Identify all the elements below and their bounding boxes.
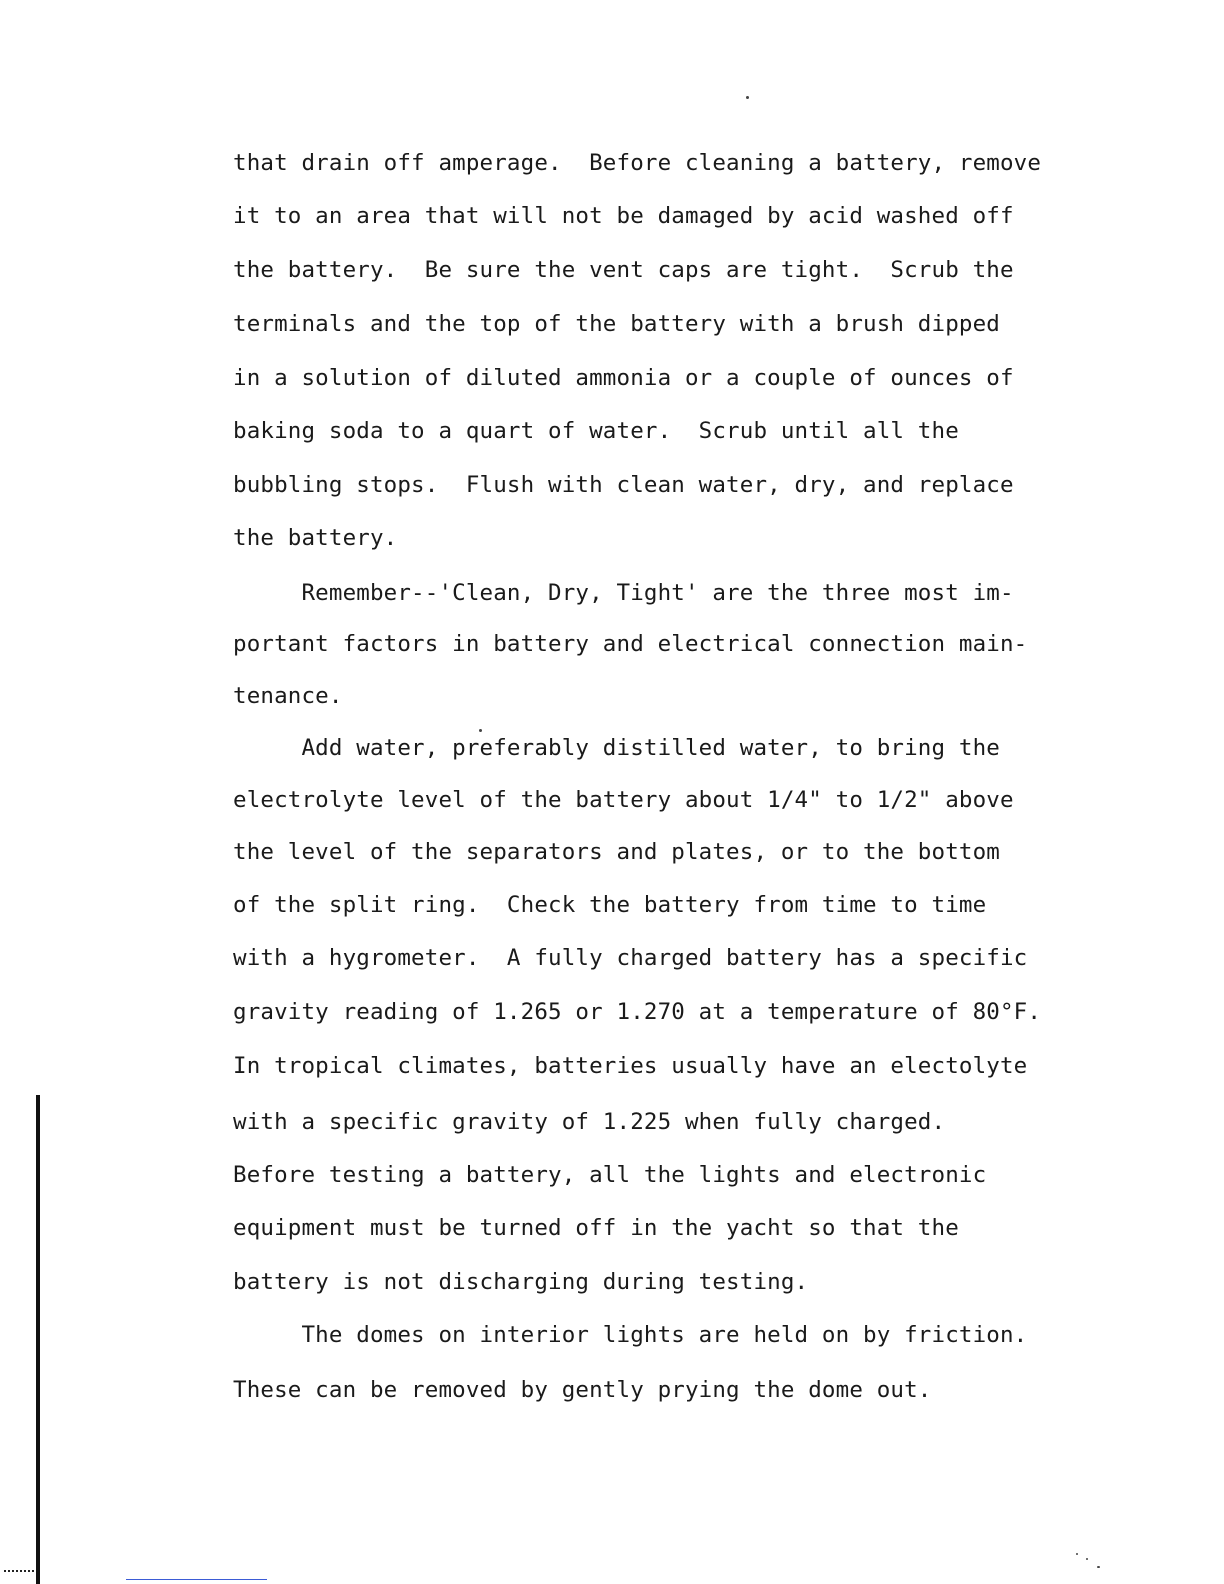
text-line: gravity reading of 1.265 or 1.270 at a temperature of 80°F. (233, 999, 1042, 1025)
text-line: that drain off amperage. Before cleaning a battery, remove (233, 150, 1042, 176)
text-line: tenance. (233, 683, 343, 709)
text-line: In tropical climates, batteries usually have an electolyte (233, 1053, 1028, 1079)
text-line: bubbling stops. Flush with clean water, dry, and replace (233, 472, 1014, 498)
text-line: electrolyte level of the battery about 1/4" to 1/2" above (233, 787, 1014, 813)
text-line: the battery. Be sure the vent caps are tight. Scrub the (233, 257, 1014, 283)
text-line: These can be removed by gently prying the dome out. (233, 1377, 932, 1403)
text-line: The domes on interior lights are held on by friction. (233, 1322, 1028, 1348)
text-line: battery is not discharging during testing. (233, 1269, 809, 1295)
text-line: it to an area that will not be damaged by acid washed off (233, 203, 1014, 229)
scan-speck (1086, 1558, 1088, 1560)
text-line: the level of the separators and plates, or to the bottom (233, 839, 1000, 865)
text-line: with a specific gravity of 1.225 when fully charged. (233, 1109, 946, 1135)
text-line: with a hygrometer. A fully charged battery has a specific (233, 945, 1028, 971)
text-line: baking soda to a quart of water. Scrub until all the (233, 418, 959, 444)
text-line: Before testing a battery, all the lights and electronic (233, 1162, 987, 1188)
scan-speck (746, 96, 749, 99)
scan-speck (1076, 1553, 1078, 1555)
text-line: the battery. (233, 525, 398, 551)
text-line: portant factors in battery and electrical connection main- (233, 631, 1028, 657)
margin-tick (4, 1570, 34, 1574)
text-line: terminals and the top of the battery with a brush dipped (233, 311, 1000, 337)
text-line: Add water, preferably distilled water, to bring the (233, 735, 1000, 761)
scan-speck (479, 729, 482, 732)
scan-speck (1097, 1566, 1100, 1568)
margin-bar (36, 1095, 40, 1584)
text-line: of the split ring. Check the battery from time to time (233, 892, 987, 918)
text-line: Remember--'Clean, Dry, Tight' are the three most im- (233, 580, 1014, 606)
blue-rule (126, 1579, 267, 1580)
text-line: in a solution of diluted ammonia or a couple of ounces of (233, 365, 1014, 391)
text-line: equipment must be turned off in the yacht so that the (233, 1215, 959, 1241)
